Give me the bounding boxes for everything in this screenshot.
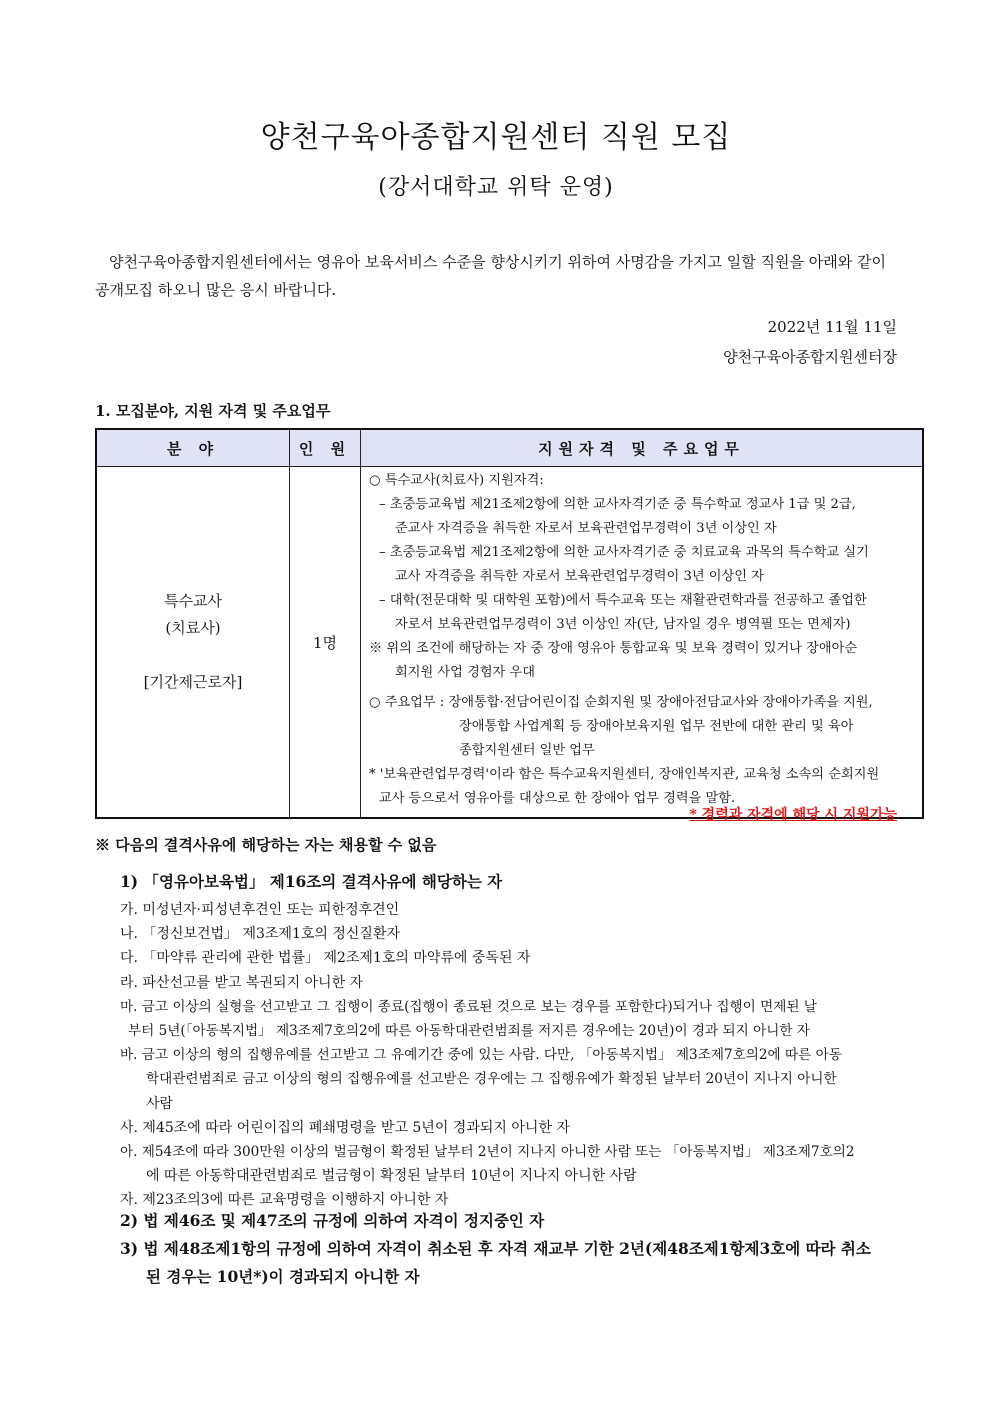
field-subname: (치료사) [165,619,221,637]
table-header-row [96,429,923,467]
list-item: 다. 「마약류 관리에 관한 법률」 제2조제1호의 마약류에 중독된 자 [120,950,531,967]
disqualification-list [120,898,910,1213]
disqualification-title: ※ 다음의 결격사유에 해당하는 자는 채용할 수 없음 [95,836,437,854]
header-count: 인 원 [290,429,361,467]
field-employment-type: [기간제근로자] [143,673,243,691]
qual-line: 교사 자격증을 취득한 자로서 보육관련업무경력이 3년 이상인 자 [395,569,764,584]
footnote-line: * '보육관련업무경력'이라 함은 특수교육지원센터, 장애인복지관, 교육청 소속의 순회지원 [369,767,880,782]
field-cell [96,467,290,819]
page-subtitle: (강서대학교 위탁 운영) [378,175,614,200]
field-spacer [98,642,288,669]
disqualification-item-3-continued: 된 경우는 10년*)이 경과되지 아니한 자 [146,1267,420,1286]
page-title: 양천구육아종합지원센터 직원 모집 [260,120,732,155]
list-item-continued: 부터 5년(「아동복지법」 제3조제7호의2에 따른 아동학대관련범죄를 저지른 경우에는 20년)이 경과 되지 아니한 자 [128,1023,810,1040]
count-cell: 1명 [290,467,361,819]
recruitment-table [95,428,924,819]
eligibility-note: * 경력과 자격에 해당 시 지원가능 [689,807,897,823]
notice-date: 2022년 11월 11일 [767,318,897,336]
qual-line: ※ 위의 조건에 해당하는 자 중 장애 영유아 통합교육 및 보육 경력이 있거나 장애아순 [369,641,858,656]
disqualification-item-1-title: 1) 「영유아보육법」 제16조의 결격사유에 해당하는 자 [120,872,503,891]
header-field: 분 야 [96,429,290,467]
list-item: 라. 파산선고를 받고 복권되지 아니한 자 [120,974,364,991]
header-qualification: 지원자격 및 주요업무 [361,429,924,467]
qual-line: ○ 특수교사(치료사) 지원자격: [369,473,544,488]
qual-line: 자로서 보육관련업무경력이 3년 이상인 자(단, 남자일 경우 병역필 또는 면제자) [395,617,851,632]
disqualification-item-2: 2) 법 제46조 및 제47조의 규정에 의하여 자격이 정지중인 자 [120,1211,545,1230]
qualification-cell [361,467,924,819]
list-item: 사. 제45조에 따라 어린이집의 폐쇄명령을 받고 5년이 경과되지 아니한 자 [120,1119,570,1136]
list-item-continued: 학대관련범죄로 금고 이상의 형의 집행유예를 선고받은 경우에는 그 집행유예가 확정된 날부터 20년이 지나지 아니한 [146,1071,837,1088]
qual-line: – 초중등교육법 제21조제2항에 의한 교사자격기준 중 치료교육 과목의 특수학교 실기 [379,545,869,560]
disqualification-item-3: 3) 법 제48조제1항의 규정에 의하여 자격이 취소된 후 자격 재교부 기한 2년(제48조제1항제3호에 따라 취소 [120,1239,871,1258]
issuer-name: 양천구육아종합지원센터장 [723,348,897,366]
list-item: 가. 미성년자·피성년후견인 또는 피한정후견인 [120,902,400,918]
table-row [96,467,923,819]
qual-line: 준교사 자격증을 취득한 자로서 보육관련업무경력이 3년 이상인 자 [395,521,777,536]
list-item: 아. 제54조에 따라 300만원 이상의 벌금형이 확정된 날부터 2년이 지나지 아니한 사람 또는 「아동복지법」 제3조제7호의2 [120,1144,855,1161]
footnote-line: 교사 등으로서 영유아를 대상으로 한 장애아 업무 경력을 말함. [379,791,736,806]
field-name: 특수교사 [164,592,222,610]
list-item-continued: 사람 [146,1095,174,1112]
qual-line: 회지원 사업 경험자 우대 [395,665,535,680]
list-item-continued: 에 따른 아동학대관련범죄로 벌금형이 확정된 날부터 10년이 지나지 아니한 사람 [146,1168,637,1185]
duty-line: ○ 주요업무 : 장애통합·전담어린이집 순회지원 및 장애아전담교사와 장애아가족을 지원, [369,695,873,710]
qual-line: – 대학(전문대학 및 대학원 포함)에서 특수교육 또는 재활관련학과를 전공하고 졸업한 [379,593,867,608]
qual-line: – 초중등교육법 제21조제2항에 의한 교사자격기준 중 특수학교 정교사 1급 및 2급, [379,497,856,512]
list-item: 자. 제23조의3에 따른 교육명령을 이행하지 아니한 자 [120,1192,449,1209]
list-item: 나. 「정신보건법」 제3조제1호의 정신질환자 [120,926,400,943]
duty-line: 종합지원센터 일반 업무 [459,743,595,758]
duty-line: 장애통합 사업계획 등 장애아보육지원 업무 전반에 대한 관리 및 육아 [459,719,854,734]
section-title-recruitment: 1. 모집분야, 지원 자격 및 주요업무 [95,402,331,420]
intro-paragraph: 양천구육아종합지원센터에서는 영유아 보육서비스 수준을 향상시키기 위하여 사명감을 가지고 일할 직원을 아래와 같이 공개모집 하오니 많은 응시 바랍니다. [95,253,886,299]
list-item: 바. 금고 이상의 형의 집행유예를 선고받고 그 유예기간 중에 있는 사람. 다만, 「아동복지법」 제3조제7호의2에 따른 아동 [120,1047,842,1064]
list-item: 마. 금고 이상의 실형을 선고받고 그 집행이 종료(집행이 종료된 것으로 보는 경우를 포함한다)되거나 집행이 면제된 날 [120,998,817,1015]
